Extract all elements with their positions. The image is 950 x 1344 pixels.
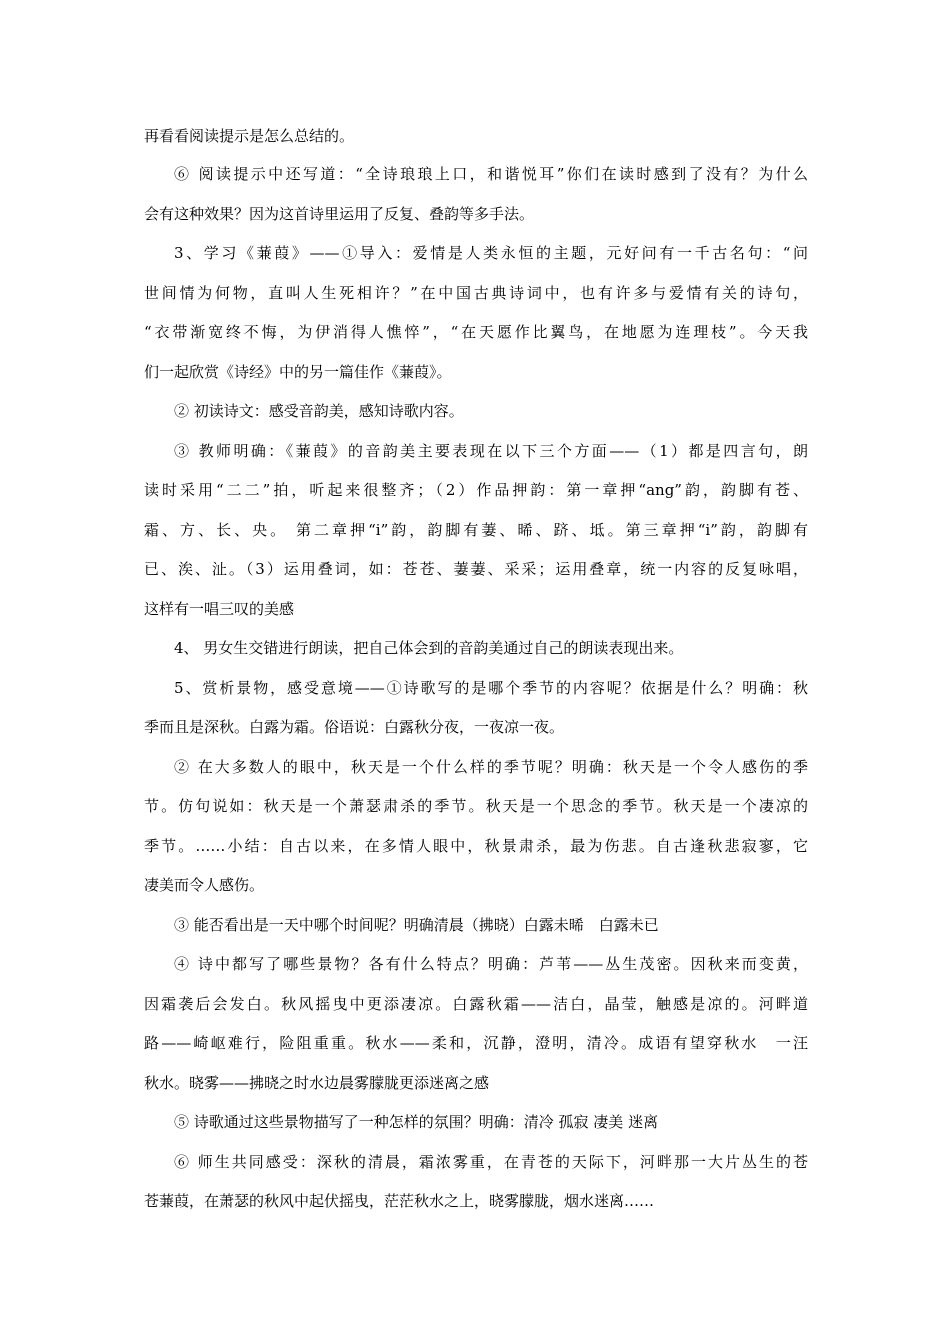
paragraph-line: 读时采用“二二”拍，听起来很整齐；（2）作品押韵：第一章押“ang”韵，韵脚有苍、: [144, 481, 808, 499]
paragraph-line: 路——崎岖难行，险阻重重。秋水——柔和，沉静，澄明，清冷。成语有望穿秋水 一汪: [144, 1034, 808, 1052]
paragraph-line: 们一起欣赏《诗经》中的另一篇佳作《蒹葭》。: [144, 363, 452, 381]
paragraph-line: ⑥ 阅读提示中还写道：“全诗琅琅上口，和谐悦耳”你们在读时感到了没有？为什么: [174, 165, 808, 183]
paragraph-line: 节。仿句说如：秋天是一个萧瑟肃杀的季节。秋天是一个思念的季节。秋天是一个凄凉的: [144, 797, 808, 815]
paragraph-line: ③ 能否看出是一天中哪个时间呢？明确清晨（拂晓）白露未晞 白露未已: [174, 916, 659, 934]
paragraph-line: 因霜袭后会发白。秋风摇曳中更添凄凉。白露秋霜——洁白，晶莹，触感是凉的。河畔道: [144, 995, 808, 1013]
paragraph-line: ⑥ 师生共同感受：深秋的清晨，霜浓雾重，在青苍的天际下，河畔那一大片丛生的苍: [174, 1153, 808, 1171]
paragraph-line: 凄美而令人感伤。: [144, 876, 265, 894]
paragraph-line: 再看看阅读提示是怎么总结的。: [144, 127, 355, 145]
paragraph-line: ② 在大多数人的眼中，秋天是一个什么样的季节呢？明确：秋天是一个令人感伤的季: [174, 758, 808, 776]
paragraph-line: 会有这种效果？因为这首诗里运用了反复、叠韵等多手法。: [144, 205, 535, 223]
paragraph-line: 这样有一唱三叹的美感: [144, 600, 295, 618]
paragraph-line: 霜、方、长、央。 第二章押“i”韵，韵脚有萋、晞、跻、坻。第三章押“i”韵，韵脚有: [144, 521, 808, 539]
paragraph-line: ⑤ 诗歌通过这些景物描写了一种怎样的氛围？明确：清冷 孤寂 凄美 迷离: [174, 1113, 659, 1131]
paragraph-line: 季节。……小结：自古以来，在多情人眼中，秋景肃杀，最为伤悲。自古逢秋悲寂寥，它: [144, 837, 808, 855]
paragraph-line: 苍蒹葭，在萧瑟的秋风中起伏摇曳，茫茫秋水之上，晓雾朦胧，烟水迷离……: [144, 1192, 655, 1210]
paragraph-line: 3、学习《蒹葭》——①导入：爱情是人类永恒的主题，元好问有一千古名句：“问: [174, 244, 808, 262]
paragraph-line: 4、 男女生交错进行朗读，把自己体会到的音韵美通过自己的朗读表现出来。: [174, 639, 684, 657]
paragraph-line: 季而且是深秋。白露为霜。俗语说：白露秋分夜，一夜凉一夜。: [144, 718, 565, 736]
paragraph-line: ④ 诗中都写了哪些景物？各有什么特点？明确：芦苇——丛生茂密。因秋来而变黄，: [174, 955, 808, 973]
paragraph-line: 世间情为何物，直叫人生死相许？”在中国古典诗词中，也有许多与爱情有关的诗句，: [144, 284, 808, 302]
paragraph-line: 5、赏析景物，感受意境——①诗歌写的是哪个季节的内容呢？依据是什么？明确：秋: [174, 679, 808, 697]
paragraph-line: 秋水。晓雾——拂晓之时水边晨雾朦胧更添迷离之感: [144, 1074, 490, 1092]
paragraph-line: 已、涘、沚。（3）运用叠词，如：苍苍、萋萋、采采；运用叠章，统一内容的反复咏唱，: [144, 560, 808, 578]
paragraph-line: ③ 教师明确：《蒹葭》的音韵美主要表现在以下三个方面——（1）都是四言句，朗: [174, 442, 808, 460]
paragraph-line: ② 初读诗文：感受音韵美，感知诗歌内容。: [174, 402, 464, 420]
paragraph-line: “衣带渐宽终不悔，为伊消得人憔悴”，“在天愿作比翼鸟，在地愿为连理枝”。今天我: [144, 323, 808, 341]
